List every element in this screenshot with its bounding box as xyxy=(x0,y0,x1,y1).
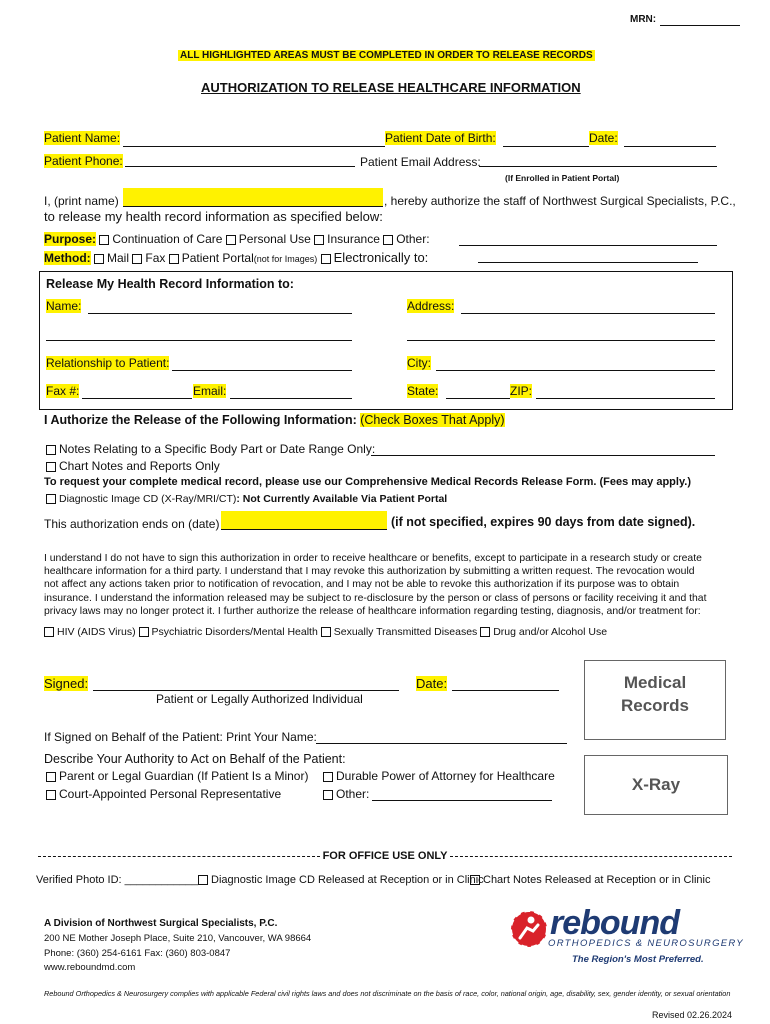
office-divider xyxy=(38,850,732,862)
sensitive-psych[interactable]: Psychiatric Disorders/Mental Health xyxy=(139,626,318,638)
checkbox-icon[interactable] xyxy=(321,627,331,637)
purpose-continuation[interactable]: Continuation of Care xyxy=(99,232,222,246)
date-field[interactable] xyxy=(624,146,716,147)
state-field[interactable] xyxy=(446,398,510,399)
patient-name-field[interactable] xyxy=(123,146,385,147)
purpose-other-field[interactable] xyxy=(459,245,717,246)
checkbox-icon[interactable] xyxy=(169,254,179,264)
patient-email-label: Patient Email Address: xyxy=(360,155,481,169)
dob-field[interactable] xyxy=(503,146,589,147)
method-mail[interactable]: Mail xyxy=(94,251,129,265)
checkbox-icon[interactable] xyxy=(132,254,142,264)
ends-date-field[interactable] xyxy=(221,511,387,530)
logo-word: rebound xyxy=(550,904,679,942)
chart-option[interactable]: Chart Notes and Reports Only xyxy=(46,459,220,473)
dob-label: Patient Date of Birth: xyxy=(385,131,496,145)
purpose-insurance[interactable]: Insurance xyxy=(314,232,380,246)
authority-other[interactable]: Other: xyxy=(323,787,369,801)
recipient-name-field[interactable] xyxy=(88,313,352,314)
checkbox-icon[interactable] xyxy=(99,235,109,245)
purpose-label: Purpose: xyxy=(44,232,97,246)
cd-released[interactable]: Diagnostic Image CD Released at Reception or in Clinic xyxy=(198,874,484,886)
sensitive-std[interactable]: Sexually Transmitted Diseases xyxy=(321,626,478,638)
tagline: The Region's Most Preferred. xyxy=(572,954,704,965)
banner: ALL HIGHLIGHTED AREAS MUST BE COMPLETED IN ORDER TO RELEASE RECORDS xyxy=(180,50,593,61)
behalf-label: If Signed on Behalf of the Patient: Print Your Name: xyxy=(44,730,317,744)
checkbox-icon[interactable] xyxy=(46,772,56,782)
rebound-logo xyxy=(508,908,550,953)
zip-label: ZIP: xyxy=(510,384,533,398)
method-electronic[interactable]: Electronically to: xyxy=(321,251,429,265)
method-label: Method: xyxy=(44,251,91,265)
authority-court[interactable]: Court-Appointed Personal Representative xyxy=(46,787,281,801)
signature-field[interactable] xyxy=(93,690,399,691)
legal-text: I understand I do not have to sign this authorization in order to receive healthcare or benefits, except to participate in a research study or create healthcare information for a third party. I understand that I may revoke this authorization by submitting a written request. The revocation would not affect any actions taken prior to notification of revocation, and I may not be able to revoke this authorization if its purpose was to obtain insurance. I understand the information released may be subject to re-disclosure by the person or class of persons or facility receiving it and that privacy laws may no longer protect it. I further authorize the release of healthcare information regarding testing, diagnosis, and/or treatment for: xyxy=(44,553,707,617)
zip-field[interactable] xyxy=(536,398,715,399)
imaging-option[interactable]: Diagnostic Image CD (X-Ray/MRI/CT): Not Currently Available Via Patient Portal xyxy=(46,493,447,505)
authority-poa[interactable]: Durable Power of Attorney for Healthcare xyxy=(323,769,555,783)
release-heading-hl: (Check Boxes That Apply) xyxy=(360,413,505,427)
checkbox-icon[interactable] xyxy=(139,627,149,637)
footer-website[interactable]: www.reboundmd.com xyxy=(44,962,136,973)
date-label: Date: xyxy=(589,131,618,145)
sensitive-hiv[interactable]: HIV (AIDS Virus) xyxy=(44,626,136,638)
checkbox-icon[interactable] xyxy=(46,445,56,455)
authority-parent[interactable]: Parent or Legal Guardian (If Patient Is a Minor) xyxy=(46,769,308,783)
checkbox-icon[interactable] xyxy=(46,790,56,800)
comprehensive-note: To request your complete medical record, please use our Comprehensive Medical Records Release Form. (Fees may apply.) xyxy=(44,476,691,488)
mrn-label: MRN: xyxy=(630,14,657,25)
authority-label: Describe Your Authority to Act on Behalf of the Patient: xyxy=(44,752,346,766)
sensitive-options xyxy=(44,626,607,638)
behalf-name-field[interactable] xyxy=(316,743,567,744)
footer-phone: Phone: (360) 254-6161 Fax: (360) 803-0847 xyxy=(44,948,231,959)
method-fax[interactable]: Fax xyxy=(132,251,165,265)
signature-date-field[interactable] xyxy=(452,690,559,691)
method-portal[interactable]: Patient Portal(not for Images) xyxy=(169,251,318,265)
division: A Division of Northwest Surgical Specialists, P.C. xyxy=(44,918,278,929)
ends-label: This authorization ends on (date) xyxy=(44,517,220,531)
release-line: to release my health record information as specified below: xyxy=(44,209,383,224)
recipient-email-label: Email: xyxy=(193,384,227,398)
checkbox-icon[interactable] xyxy=(470,875,480,885)
ends-note: (if not specified, expires 90 days from date signed). xyxy=(391,515,696,529)
fax-label: Fax #: xyxy=(46,384,80,398)
patient-phone-field[interactable] xyxy=(125,166,355,167)
logo-sub: ORTHOPEDICS & NEUROSURGERY xyxy=(548,938,744,949)
recipient-name-label: Name: xyxy=(46,299,82,313)
recipient-address-field-2[interactable] xyxy=(407,340,715,341)
page-title: AUTHORIZATION TO RELEASE HEALTHCARE INFORMATION xyxy=(201,80,581,95)
checkbox-icon[interactable] xyxy=(226,235,236,245)
recipient-address-field[interactable] xyxy=(461,313,715,314)
relationship-field[interactable] xyxy=(172,370,352,371)
signer-caption: Patient or Legally Authorized Individual xyxy=(156,692,363,706)
disclaimer: Rebound Orthopedics & Neurosurgery complies with applicable Federal civil rights laws and does not discriminate on the basis of race, color, national origin, age, disability, sex, gender identity, or sexual orientation xyxy=(44,989,731,998)
city-label: City: xyxy=(407,356,431,370)
email-note: (If Enrolled in Patient Portal) xyxy=(505,173,620,183)
checkbox-icon[interactable] xyxy=(323,790,333,800)
checkbox-icon[interactable] xyxy=(198,875,208,885)
rebound-logo-icon xyxy=(508,908,550,950)
signature-date-label: Date: xyxy=(416,676,448,691)
relationship-label: Relationship to Patient: xyxy=(46,356,170,370)
checkbox-icon[interactable] xyxy=(323,772,333,782)
recipient-address-label: Address: xyxy=(407,299,455,313)
photo-id: Verified Photo ID: ____________ xyxy=(36,874,199,886)
checkbox-icon[interactable] xyxy=(44,627,54,637)
state-label: State: xyxy=(407,384,439,398)
xray-stamp: X-Ray xyxy=(584,755,728,815)
electronic-field[interactable] xyxy=(478,262,698,263)
footer-address: 200 NE Mother Joseph Place, Suite 210, Vancouver, WA 98664 xyxy=(44,933,312,944)
chart-released[interactable]: Chart Notes Released at Reception or in Clinic xyxy=(470,874,710,886)
checkbox-icon[interactable] xyxy=(383,235,393,245)
checkbox-icon[interactable] xyxy=(46,462,56,472)
release-heading: I Authorize the Release of the Following Information: xyxy=(44,413,357,427)
sensitive-drug[interactable]: Drug and/or Alcohol Use xyxy=(480,626,607,638)
patient-name-label: Patient Name: xyxy=(44,131,121,145)
checkbox-icon[interactable] xyxy=(94,254,104,264)
recipient-name-field-2[interactable] xyxy=(46,340,352,341)
fax-field[interactable] xyxy=(82,398,192,399)
checkbox-icon[interactable] xyxy=(46,494,56,504)
purpose-other[interactable]: Other: xyxy=(383,232,429,246)
notes-option[interactable]: Notes Relating to a Specific Body Part or Date Range Only: xyxy=(46,442,375,456)
hereby-text: , hereby authorize the staff of Northwest Surgical Specialists, P.C., xyxy=(384,194,736,208)
recipient-email-field[interactable] xyxy=(230,398,352,399)
print-name-label: I, (print name) xyxy=(44,194,119,208)
purpose-personal[interactable]: Personal Use xyxy=(226,232,311,246)
authority-other-field[interactable] xyxy=(372,800,552,801)
checkbox-icon[interactable] xyxy=(321,254,331,264)
patient-phone-label: Patient Phone: xyxy=(44,154,123,168)
print-name-field[interactable] xyxy=(123,188,383,207)
signed-label: Signed: xyxy=(44,676,89,691)
checkbox-icon[interactable] xyxy=(314,235,324,245)
checkbox-icon[interactable] xyxy=(480,627,490,637)
recipient-heading: Release My Health Record Information to: xyxy=(46,277,294,291)
revised: Revised 02.26.2024 xyxy=(652,1010,733,1020)
medical-records-stamp: Medical Records xyxy=(584,660,726,740)
city-field[interactable] xyxy=(436,370,715,371)
mrn-field[interactable] xyxy=(660,25,740,26)
office-heading: FOR OFFICE USE ONLY xyxy=(322,850,448,862)
patient-email-field[interactable] xyxy=(479,166,717,167)
notes-range-field[interactable] xyxy=(371,455,715,456)
